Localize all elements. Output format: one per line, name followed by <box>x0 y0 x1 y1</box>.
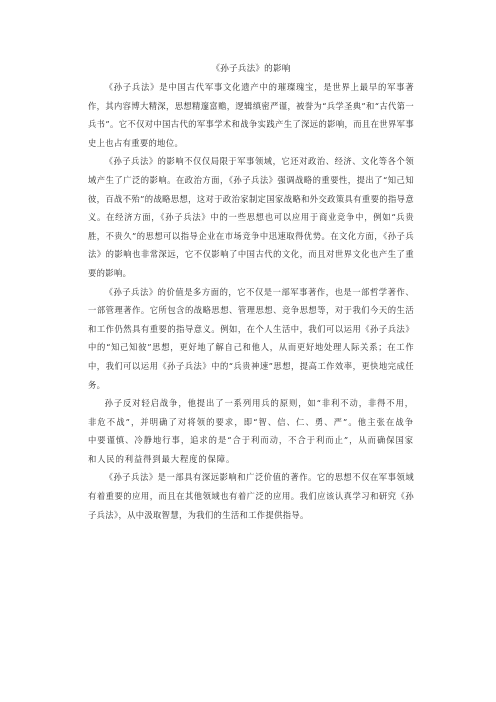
paragraph-4: 孙子反对轻启战争，他提出了一系列用兵的原则，如“非利不动，非得不用，非危不战”，并明确了对将领的要求，即“智、信、仁、勇、严”。他主张在战争中要谨慎、冷静地行事，追求的是“合于利而动，不合于利而止”，从而确保国家和人民的利益得到最大程度的保障。 <box>88 398 414 464</box>
paragraph-5: 《孙子兵法》是一部具有深远影响和广泛价值的著作。它的思想不仅在军事领域有着重要的应用，而且在其他领域也有着广泛的应用。我们应该认真学习和研究《孙子兵法》，从中汲取智慧，为我们的生活和工作提供指导。 <box>88 472 414 520</box>
document-title: 《孙子兵法》的影响 <box>211 64 291 74</box>
document-page <box>88 62 414 524</box>
paragraph-2: 《孙子兵法》的影响不仅仅局限于军事领域，它还对政治、经济、文化等各个领域产生了广泛的影响。在政治方面，《孙子兵法》强调战略的重要性，提出了“知己知彼，百战不殆”的战略思想，这对于政治家制定国家战略和外交政策具有重要的指导意义。在经济方面，《孙子兵法》中的一些思想也可以应用于商业竞争中，例如“兵贵胜，不贵久”的思想可以指导企业在市场竞争中迅速取得优势。在文化方面，《孙子兵法》的影响也非常深远，它不仅影响了中国古代的文化，而且对世界文化也产生了重要的影响。 <box>88 156 414 278</box>
paragraph-3: 《孙子兵法》的价值是多方面的，它不仅是一部军事著作，也是一部哲学著作、一部管理著作。它所包含的战略思想、管理思想、竞争思想等，对于我们今天的生活和工作仍然具有重要的指导意义。例如，在个人生活中，我们可以运用《孙子兵法》中的“知己知彼”思想，更好地了解自己和他人，从而更好地处理人际关系；在工作中，我们可以运用《孙子兵法》中的“兵贵神速”思想，提高工作效率，更快地完成任务。 <box>88 286 414 390</box>
paragraph-1: 《孙子兵法》是中国古代军事文化遗产中的璀璨瑰宝，是世界上最早的军事著作，其内容博大精深，思想精邃富赡，逻辑缜密严谨，被誉为“兵学圣典”和“古代第一兵书”。它不仅对中国古代的军事学术和战争实践产生了深远的影响，而且在世界军事史上也占有重要的地位。 <box>88 82 414 148</box>
